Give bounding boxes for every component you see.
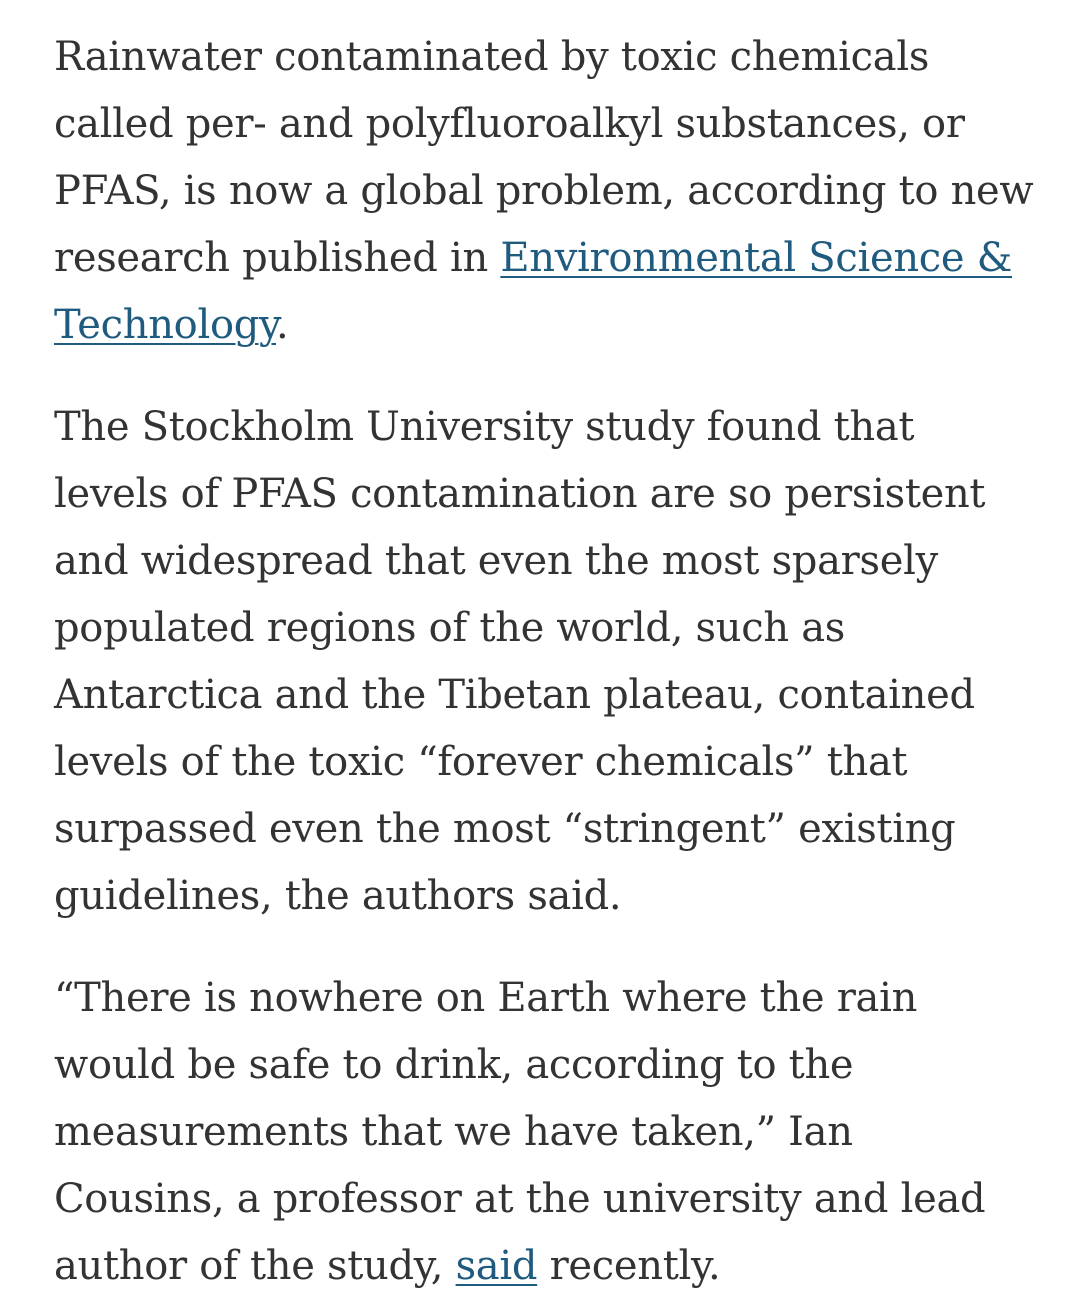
paragraph-1-end: . <box>276 302 289 348</box>
article-body <box>54 24 1034 1300</box>
said-link[interactable]: said <box>455 1243 538 1289</box>
journal-link[interactable]: Environmental Science & Technology <box>54 235 1012 348</box>
paragraph-3 <box>54 965 1034 1300</box>
paragraph-3-text: “There is nowhere on Earth where the rain would be safe to drink, according to the measurements that we have taken,” Ian Cousins, a professor at the university and lead author of the study, <box>54 975 986 1289</box>
paragraph-1 <box>54 24 1034 359</box>
paragraph-1-text: Rainwater contaminated by toxic chemicals called per- and polyfluoroalkyl substances, or PFAS, is now a global problem, according to new research published in <box>54 34 1034 281</box>
paragraph-2: The Stockholm University study found that levels of PFAS contamination are so persistent and widespread that even the most sparsely populated regions of the world, such as Antarctica and the Tibetan plateau, contained levels of the toxic “forever chemicals” that surpassed even the most “stringent” existing guidelines, the authors said. <box>54 404 986 919</box>
paragraph-3-end: recently. <box>537 1243 721 1289</box>
